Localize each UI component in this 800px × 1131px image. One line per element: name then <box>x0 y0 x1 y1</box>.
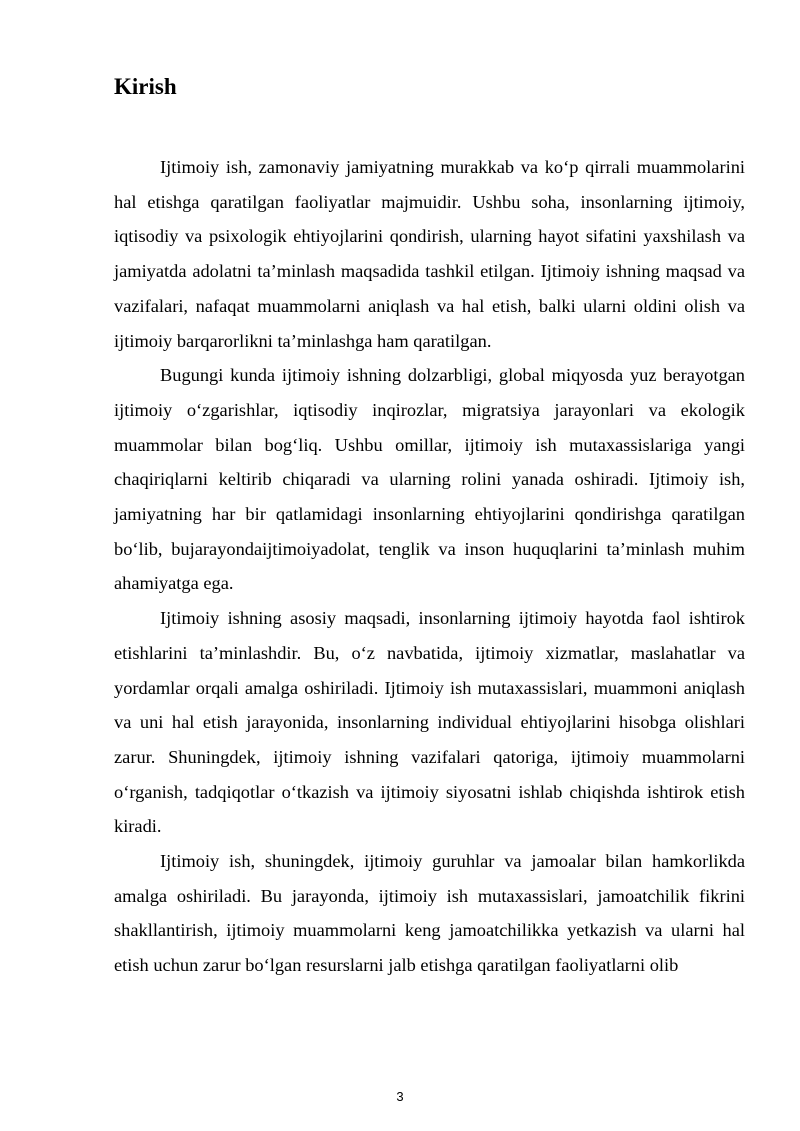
section-heading: Kirish <box>114 74 177 99</box>
body-text <box>114 150 745 983</box>
paragraph-4: Ijtimoiy ish, shuningdek, ijtimoiy guruhlar va jamoalar bilan hamkorlikda amalga oshiriladi. Bu jarayonda, ijtimoiy ish mutaxassislari, jamoatchilik fikrini shakllantirish, ijtimoiy muammolarni keng jamoatchilikka yetkazish va ularni hal etish uchun zarur bo‘lgan resurslarni jalb etishga qaratilgan faoliyatlarni olib <box>114 851 745 976</box>
page-number: 3 <box>396 1089 404 1104</box>
paragraph-3: Ijtimoiy ishning asosiy maqsadi, insonlarning ijtimoiy hayotda faol ishtirok etishlarini ta’minlashdir. Bu, o‘z navbatida, ijtimoiy xizmatlar, maslahatlar va yordamlar orqali amalga oshiriladi. Ijtimoiy ish mutaxassislari, muammoni aniqlash va uni hal etish jarayonida, insonlarning individual ehtiyojlarini hisobga olishlari zarur. Shuningdek, ijtimoiy ishning vazifalari qatoriga, ijtimoiy muammolarni o‘rganish, tadqiqotlar o‘tkazish va ijtimoiy siyosatni ishlab chiqishda ishtirok etish kiradi. <box>114 608 745 837</box>
paragraph-2: Bugungi kunda ijtimoiy ishning dolzarbligi, global miqyosda yuz berayotgan ijtimoiy o‘zgarishlar, iqtisodiy inqirozlar, migratsiya jarayonlari va ekologik muammolar bilan bog‘liq. Ushbu omillar, ijtimoiy ish mutaxassislariga yangi chaqiriqlarni keltirib chiqaradi va ularning rolini yanada oshiradi. Ijtimoiy ish, jamiyatning har bir qatlamidagi insonlarning ehtiyojlarini qondirishga qaratilgan bo‘lib, bujarayondaijtimoiyadolat, tenglik va inson huquqlarini ta’minlash muhim ahamiyatga ega. <box>114 365 745 594</box>
paragraph-1: Ijtimoiy ish, zamonaviy jamiyatning murakkab va ko‘p qirrali muammolarini hal etishga qaratilgan faoliyatlar majmuidir. Ushbu soha, insonlarning ijtimoiy, iqtisodiy va psixologik ehtiyojlarini qondirish, ularning hayot sifatini yaxshilash va jamiyatda adolatni ta’minlash maqsadida tashkil etilgan. Ijtimoiy ishning maqsad va vazifalari, nafaqat muammolarni aniqlash va hal etish, balki ularni oldini olish va ijtimoiy barqarorlikni ta’minlashga ham qaratilgan. <box>114 157 745 351</box>
